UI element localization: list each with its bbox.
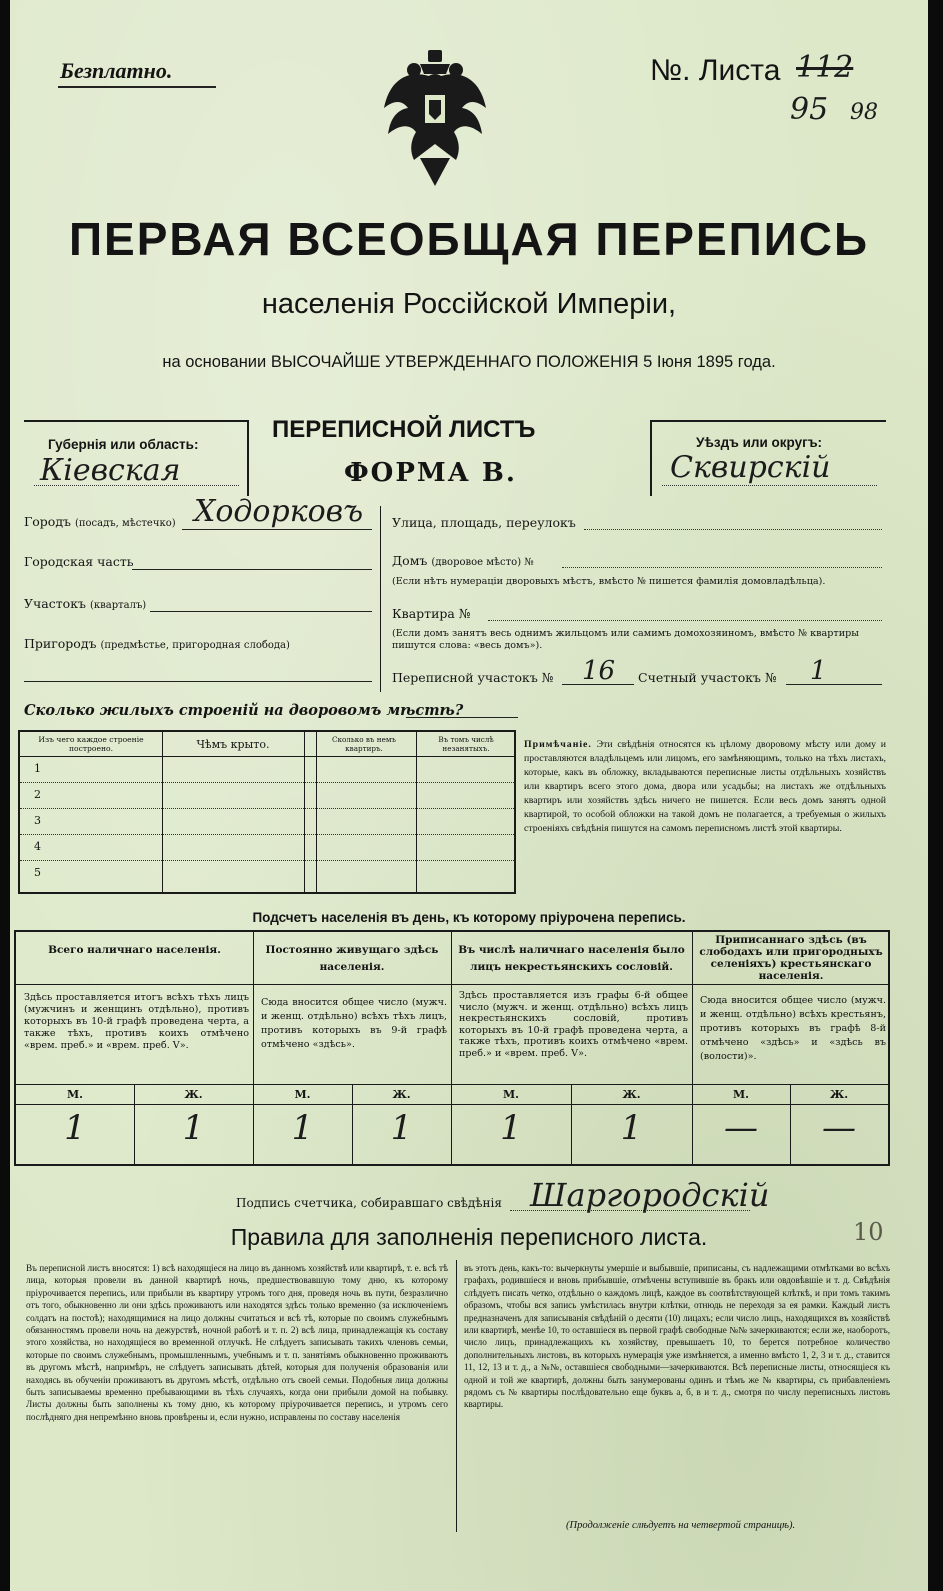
pop-col-title: Постоянно живущаго здѣсь населенія. — [265, 944, 439, 973]
signature-label: Подпись счетчика, собиравшаго свѣдѣнія — [236, 1196, 502, 1210]
rules-right-column: въ этотъ день, какъ-то: вычеркнуты умершіе и выбывшіе, приписаны, съ надлежащими отмѣтками во всѣхъ графахъ, родившіеся и вновь прибывшіе, отмѣчены вступившіе въ бракъ или овдовѣвшіе и т. д. Свѣдѣнія слѣдуетъ писать четко, отдѣльно о каждомъ лицѣ, каждое въ соотвѣтствующей клѣткѣ, и при томъ такимъ образомъ, чтобы вся запись умѣстилась внутри клѣтки, отнюдь не переходя за ея рамки. Каждый листъ предназначенъ для записыванія свѣдѣній о десяти (10) лицахъ; если число лицъ, находящихся въ хозяйствѣ или квартирѣ, менѣе 10, то оставшіеся въ первой графѣ свободные №№ зачеркиваются; если же, наоборотъ, число лицъ, принадлежащихъ къ хозяйству, превышаетъ 10, то берется потребное количество дополнительныхъ листовъ, въ которыхъ нумерація уже измѣняется, а именно вмѣсто 1, 2, 3 и т. д., ставится 11, 12, 13 и т. д., а №№, оставшіеся свободными—зачеркиваются. Всѣ переписные листы, относящіеся къ одной и той же квартирѣ, должны быть занумерованы одинъ и тѣмъ же № квартиры, съ прибавленіемъ рядомъ съ № квартиры послѣдовательно еще буквъ а, б, в и т. д., смотря по числу переписныхъ листовъ квартиры. — [464, 1263, 890, 1410]
count-area-label: Счетный участокъ № — [638, 670, 777, 685]
sub-title: населенія Россійской Имперіи, — [261, 288, 677, 320]
m-label: М. — [294, 1088, 311, 1101]
double-headed-eagle-emblem — [380, 48, 490, 188]
pop-value: 1 — [620, 1108, 643, 1148]
pop-value: — — [822, 1108, 856, 1148]
house-note: (Если нѣтъ нумераціи дворовыхъ мѣстъ, вмѣсто № пишется фамилія домовладѣльца). — [392, 576, 826, 587]
pop-col-desc: Сюда вносится общее число (мужч. и женщ. отдѣльно) всѣхъ крестьянъ, противъ которыхъ въ графѣ 8-й отмѣчено «здѣсь» и «здѣсь въ (волости)». — [700, 995, 886, 1062]
gubernia-value: Кіевская — [40, 453, 181, 488]
f-label: Ж. — [392, 1088, 411, 1101]
pop-col-desc: Здѣсь проставляется итогъ всѣхъ тѣхъ лицъ (мужчинъ и женщинъ отдѣльно), противъ которыхъ въ 10-й графѣ проведена черта, а также тѣхъ, противъ коихъ отмѣчено «врем. преб.» и «врем. преб. V». — [24, 992, 249, 1051]
pop-value: — — [724, 1108, 758, 1148]
population-heading: Подсчетъ населенія въ день, къ которому пріурочена перепись. — [252, 910, 686, 925]
buildings-table — [18, 730, 516, 894]
census-area-label: Переписной участокъ № — [392, 670, 554, 685]
signature: Шаргородскій — [530, 1176, 770, 1214]
pop-value: 1 — [500, 1108, 522, 1148]
col-roof: Чѣмъ крыто. — [196, 738, 270, 751]
f-label: Ж. — [184, 1088, 203, 1101]
main-title: ПЕРВАЯ ВСЕОБЩАЯ ПЕРЕПИСЬ — [68, 213, 870, 265]
basis-line: на основании ВЫСОЧАЙШЕ УТВЕРЖДЕННАГО ПОЛОЖЕНІЯ 5 Іюня 1895 года. — [162, 353, 776, 371]
row-number: 4 — [34, 840, 41, 853]
form-label: ФОРМА В. — [344, 458, 517, 488]
col-material: Изъ чего каждое строеніе построено. — [38, 735, 144, 753]
row-number: 1 — [34, 762, 41, 775]
free-underline — [58, 86, 216, 88]
buildings-note: Примѣчаніе. Эти свѣдѣнія относятся къ цѣлому дворовому мѣсту или дому и проставляются владѣльцемъ или лицомъ, его замѣняющимъ, только на тѣхъ листахъ, которые, какъ въ обложку, вкладываются переписные листы отдѣльныхъ хозяйствъ или квартиръ всего этого дома, двора или усадьбы; на листахъ же отдѣльныхъ квартиръ или хозяйствъ здѣсь ничего не пишется. Если весь домъ занятъ одной квартирой, то особой обложки на такой домъ не полагается, а требуемыя о жилыхъ строеніяхъ свѣдѣнія пишутся на самомъ переписномъ листѣ этой квартиры. — [524, 739, 886, 834]
pop-value: 1 — [64, 1108, 86, 1148]
apt-label: Квартира № — [392, 606, 471, 621]
pop-col-desc: Здѣсь проставляется изъ графы 6-й общее число (мужч. и женщ. отдѣльно) всѣхъ лицъ некрестьянскихъ сословій, противъ которыхъ въ 10-й графѣ проведена черта, а также тѣхъ, противъ коихъ отмѣчено «врем. преб.» и «врем. преб. V». — [459, 990, 688, 1059]
street-label: Улица, площадь, переулокъ — [392, 515, 576, 530]
apt-note: (Если домъ занятъ весь однимъ жильцомъ или самимъ домохозяиномъ, вмѣсто № квартиры пишутся слова: «весь домъ»). — [392, 628, 859, 651]
count-area-value: 1 — [810, 656, 827, 686]
pop-value: 1 — [182, 1108, 205, 1148]
population-table — [14, 930, 890, 1166]
city-label: Городъ (посадъ, мѣстечко) — [24, 514, 176, 529]
margin-number: 10 — [853, 1218, 884, 1246]
sheet-no-hand: 95 — [790, 92, 829, 127]
buildings-question: Сколько жилыхъ строеній на дворовомъ мѣстѣ? — [24, 702, 464, 719]
sheet-no-label: №. Листа — [650, 54, 781, 87]
f-label: Ж. — [829, 1088, 849, 1101]
sheet-title: ПЕРЕПИСНОЙ ЛИСТЪ — [272, 416, 536, 443]
gubernia-label: Губернія или область: — [48, 437, 199, 452]
pop-col-title: Всего наличнаго населенія. — [48, 944, 221, 956]
m-label: М. — [502, 1088, 519, 1101]
f-label: Ж. — [622, 1088, 641, 1101]
pop-value: 1 — [291, 1108, 314, 1148]
m-label: М. — [732, 1088, 749, 1101]
col-apartments: Сколько въ немъ квартиръ. — [331, 735, 396, 753]
house-label: Домъ (дворовое мѣсто) № — [392, 553, 534, 568]
rules-continued: (Продолженіе слѣдуетъ на четвертой страницѣ). — [566, 1520, 796, 1531]
suburb-label: Пригородъ (предмѣстье, пригородная слобода) — [24, 636, 290, 651]
col-vacant: Въ томъ числѣ незанятыхъ. — [438, 735, 494, 753]
uezd-label: Уѣздъ или округъ: — [696, 435, 823, 450]
row-number: 5 — [34, 866, 41, 879]
row-number: 3 — [34, 814, 41, 827]
census-sheet — [10, 0, 928, 1591]
census-area-value: 16 — [582, 656, 616, 686]
sheet-no-hand-2: 98 — [850, 100, 878, 125]
m-label: М. — [66, 1088, 83, 1101]
uezd-value: Сквирскій — [670, 450, 831, 485]
precinct-label: Участокъ (кварталъ) — [24, 596, 147, 611]
pop-col-title: Приписаннаго здѣсь (въ слободахъ или пригородныхъ селеніяхъ) крестьянскаго населенія. — [699, 934, 883, 982]
sheet-no-crossed: 112 — [796, 50, 854, 85]
rules-heading: Правила для заполненія переписного листа. — [230, 1224, 708, 1250]
pop-col-title: Въ числѣ наличнаго населенія было лицъ некрестьянскихъ сословій. — [458, 944, 685, 973]
pop-value: 1 — [390, 1108, 413, 1148]
rules-left-column: Въ переписной листъ вносятся: 1) всѣ находящіеся на лицо въ данномъ хозяйствѣ или квартирѣ, т. е. всѣ тѣ лица, которыя провели въ данной квартирѣ ночь, предшествовавшую тому дню, къ которому пріурочивается перепись, или прибыли въ квартиру утромъ того дня, проведя ночь въ пути, безразлично отъ того, обыкновенно ли они здѣсь проживаютъ или находятся здѣсь только временно (за исключеніемъ солдатъ на постоѣ); находящимися на лицо должны считаться и всѣ тѣ, которые по своимъ служебнымъ обязанностямъ провели ночь на дежурствѣ, ночной работѣ и т. п. 2) всѣ лица, принадлежащія къ составу этого хозяйства, но находящіеся во временной отлучкѣ. Не слѣдуетъ записывать такихъ членовъ семьи, которые по своимъ служебнымъ, промышленнымъ, учебнымъ и т. п. занятіямъ обыкновенно проживаютъ въ другомъ мѣстѣ, напримѣръ, не слѣдуетъ записывать дѣтей, которыя для полученія образованія или находясь въ обученіи проживаютъ въ другомъ мѣстѣ, отдѣльно отъ своей семьи. Подобныя лица должны быть записываемы временно пребывающими въ тѣхъ случаяхъ, когда они прибыли домой на побывку. Листы должны быть заполнены къ тому дню, къ которому пріурочивается перепись, и утромъ сего послѣдняго дня непремѣнно вновь провѣрены и, если нужно, исправлены по составу населенія — [26, 1263, 448, 1422]
pop-col-desc: Сюда вносится общее число (мужч. и женщ. отдѣльно) всѣхъ тѣхъ лицъ, противъ которыхъ въ 9-й графѣ отмѣчено «здѣсь». — [261, 997, 447, 1050]
row-number: 2 — [34, 788, 41, 801]
district-label: Городская часть — [24, 554, 134, 569]
free-label: Безплатно. — [60, 58, 173, 83]
city-value: Ходорковъ — [194, 494, 364, 529]
